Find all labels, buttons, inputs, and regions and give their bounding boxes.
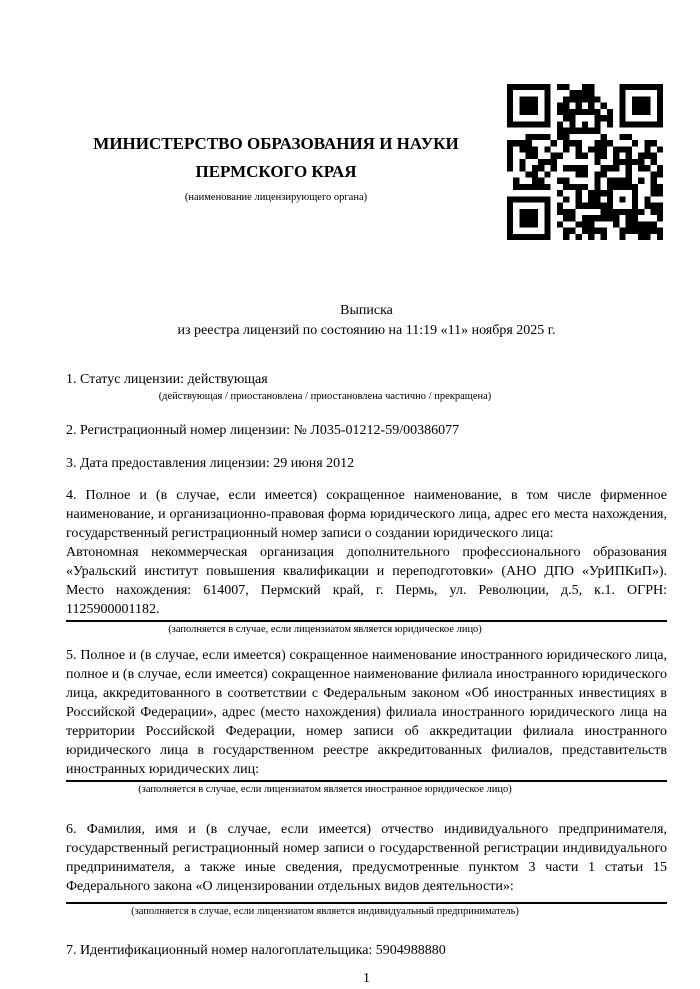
field-grant-date — [66, 454, 667, 473]
registration-number-text: 2. Регистрационный номер лицензии: № Л035-01212-59/00386077 — [66, 423, 460, 438]
field-registration-number — [66, 421, 667, 440]
entrepreneur-caption: (заполняется в случае, если лицензиатом является индивидуальный предприниматель) — [131, 906, 519, 917]
field-foreign-entity — [66, 646, 667, 797]
page-number: 1 — [363, 971, 370, 986]
license-status-text: 1. Статус лицензии: действующая — [66, 372, 268, 387]
field-taxpayer-number — [66, 941, 667, 960]
legal-entity-value: Автономная некоммерческая организация дополнительного профессионального образования «Уральский институт повышения квалификации и переподготовки» (АНО ДПО «УрИПКиП»). Место нахождения: 614007, Пермский край, г. Пермь, ул. Революции, д.5, к.1. ОГРН: 1125900001182. — [66, 545, 667, 617]
title-line1: Выписка — [340, 303, 393, 318]
authority-name-line2: ПЕРМСКОГО КРАЯ — [195, 162, 357, 181]
field-license-status — [66, 370, 667, 404]
grant-date-text: 3. Дата предоставления лицензии: 29 июня 2012 — [66, 456, 355, 471]
entrepreneur-label: 6. Фамилия, имя и (в случае, если имеется) отчество индивидуального предпринимателя, государственный регистрационный номер записи о государственной регистрации индивидуального предпринимателя, а также иные сведения, предусмотренные пунктом 3 части 1 статьи 15 Федерального закона «О лицензировании отдельных видов деятельности»: — [66, 822, 667, 894]
taxpayer-number-text: 7. Идентификационный номер налогоплательщика: 5904988880 — [66, 943, 446, 958]
authority-name-line1: МИНИСТЕРСТВО ОБРАЗОВАНИЯ И НАУКИ — [93, 134, 459, 153]
legal-entity-label: 4. Полное и (в случае, если имеется) сокращенное наименование, в том числе фирменное наименование, и организационно-правовая форма юридического лица, адрес его места нахождения, государственный регистрационный номер записи о создании юридического лица: — [66, 488, 667, 541]
licensing-authority-header — [66, 130, 486, 205]
qr-code-icon — [507, 84, 663, 240]
document-body — [66, 301, 667, 988]
license-status-caption: (действующая / приостановлена / приостановлена частично / прекращена) — [158, 391, 492, 402]
authority-name-caption: (наименование лицензирующего органа) — [184, 192, 368, 203]
legal-entity-caption: (заполняется в случае, если лицензиатом является юридическое лицо) — [168, 624, 482, 635]
field-legal-entity — [66, 486, 667, 637]
title-line2: из реестра лицензий по состоянию на 11:19 «11» ноября 2025 г. — [177, 323, 556, 338]
field-entrepreneur — [66, 820, 667, 919]
foreign-entity-label: 5. Полное и (в случае, если имеется) сокращенное наименование иностранного юридического лица, полное и (в случае, если имеется) сокращенное наименование филиала иностранного юридического лица, аккредитованного в соответствии с Федеральным законом «Об иностранных инвестициях в Российской Федерации», адрес (место нахождения) филиала иностранного юридического лица на территории Российской Федерации, номер записи об аккредитации филиала иностранного юридического лица в государственном реестре аккредитованных филиалов, представительств иностранных юридических лиц: — [66, 648, 667, 777]
foreign-entity-caption: (заполняется в случае, если лицензиатом является иностранное юридическое лицо) — [138, 784, 512, 795]
document-title — [66, 301, 667, 341]
authority-name — [66, 130, 486, 186]
